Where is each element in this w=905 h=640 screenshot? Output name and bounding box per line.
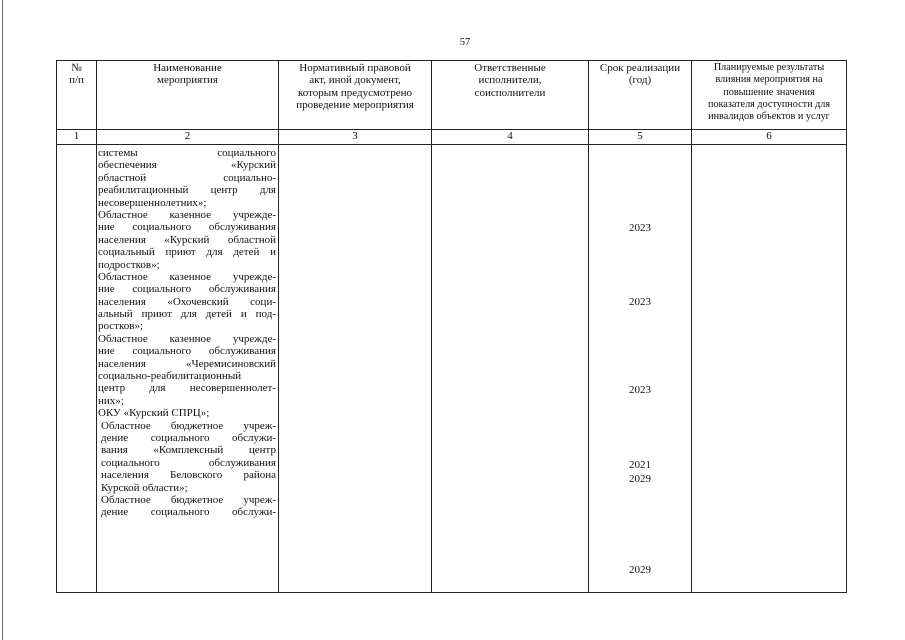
header-line: исполнители, bbox=[478, 74, 542, 87]
header-line: Планируемые результаты bbox=[713, 62, 825, 73]
header-line: соисполнители bbox=[474, 86, 546, 99]
entry-line: населения «Черемисиновский bbox=[98, 357, 276, 370]
entry-line: центр для несовершеннолет- bbox=[98, 382, 276, 395]
page-number: 57 bbox=[459, 37, 471, 48]
header-cell-name bbox=[97, 62, 278, 87]
entry-line: ние социального обслуживания bbox=[98, 283, 276, 296]
header-cell-results bbox=[692, 62, 846, 123]
header-cell-term bbox=[589, 62, 691, 87]
entry-line: ОКУ «Курский СПРЦ»; bbox=[98, 407, 210, 420]
column-number-1: 1 bbox=[73, 130, 80, 142]
number-row-bottom-border bbox=[56, 144, 847, 145]
header-cell-executors bbox=[432, 62, 588, 99]
entry-line: Курской области»; bbox=[101, 481, 188, 494]
table-top-border bbox=[56, 60, 847, 61]
header-line: Срок реализации bbox=[599, 62, 681, 74]
measure-name-cell bbox=[98, 147, 276, 519]
entry-line: социальный приют для детей и bbox=[98, 246, 276, 259]
column-number-2: 2 bbox=[184, 130, 191, 142]
page-left-edge bbox=[2, 0, 3, 640]
entry-line: Областное бюджетное учреж- bbox=[101, 419, 276, 432]
entry-line: Областное казенное учрежде- bbox=[98, 270, 276, 283]
term-year: 2029 bbox=[629, 564, 651, 576]
header-line: Наименование bbox=[153, 62, 222, 74]
header-line: проведение мероприятия bbox=[296, 98, 414, 111]
entry-line: несовершеннолетних»; bbox=[98, 196, 207, 209]
entry-line: альный приют для детей и под- bbox=[98, 308, 276, 321]
header-line: влияния мероприятия на bbox=[715, 74, 823, 86]
column-number-6: 6 bbox=[766, 130, 772, 142]
entry-line: подростков»; bbox=[98, 258, 160, 271]
header-line: № bbox=[71, 62, 82, 74]
term-year: 2029 bbox=[629, 473, 651, 485]
header-line: Ответственные bbox=[474, 62, 546, 74]
entry-line: населения «Охочевский соци- bbox=[98, 295, 276, 308]
entry-line: обеспечения «Курский bbox=[98, 159, 276, 172]
entry-line: дение социального обслужи- bbox=[101, 431, 276, 444]
header-line: акт, иной документ, bbox=[309, 74, 401, 87]
header-line: мероприятия bbox=[157, 74, 218, 87]
entry-line: вания «Комплексный центр bbox=[101, 444, 276, 457]
header-line: п/п bbox=[69, 74, 84, 87]
term-year: 2021 bbox=[629, 459, 651, 471]
measures-table bbox=[56, 60, 847, 593]
table-bottom-border bbox=[56, 592, 847, 593]
entry-line: реабилитационный центр для bbox=[98, 184, 276, 197]
header-line: повышение значения bbox=[723, 86, 815, 98]
header-cell-legal-act bbox=[279, 62, 431, 111]
header-line: (год) bbox=[628, 74, 652, 87]
column-number-4: 4 bbox=[507, 130, 513, 142]
entry-line: дение социального обслужи- bbox=[101, 506, 276, 519]
header-line: инвалидов объектов и услуг bbox=[708, 111, 830, 123]
header-line: показателя доступности для bbox=[707, 98, 831, 110]
entry-line: социально-реабилитационный bbox=[98, 370, 242, 383]
header-cell-number bbox=[57, 62, 96, 87]
entry-line: ние социального обслуживания bbox=[98, 345, 276, 358]
term-year: 2023 bbox=[629, 222, 651, 234]
entry-line: Областное бюджетное учреж- bbox=[101, 493, 276, 506]
entry-line: ростков»; bbox=[98, 320, 143, 333]
header-line: Нормативный правовой bbox=[299, 62, 411, 74]
column-number-5: 5 bbox=[637, 130, 643, 142]
term-year: 2023 bbox=[629, 384, 651, 396]
entry-line: Областное казенное учрежде- bbox=[98, 332, 276, 345]
entry-line: областной социально- bbox=[98, 171, 276, 184]
entry-line: социального обслуживания bbox=[101, 456, 276, 469]
entry-line: системы социального bbox=[98, 147, 276, 159]
entry-line: них»; bbox=[98, 394, 124, 407]
entry-line: населения «Курский областной bbox=[98, 233, 276, 246]
col-border-6 bbox=[846, 60, 847, 593]
entry-line: ние социального обслуживания bbox=[98, 221, 276, 234]
term-year: 2023 bbox=[629, 296, 651, 308]
header-line: которым предусмотрено bbox=[297, 86, 413, 99]
entry-line: населения Беловского района bbox=[101, 469, 276, 482]
column-number-3: 3 bbox=[352, 130, 358, 142]
entry-line: Областное казенное учрежде- bbox=[98, 208, 276, 221]
